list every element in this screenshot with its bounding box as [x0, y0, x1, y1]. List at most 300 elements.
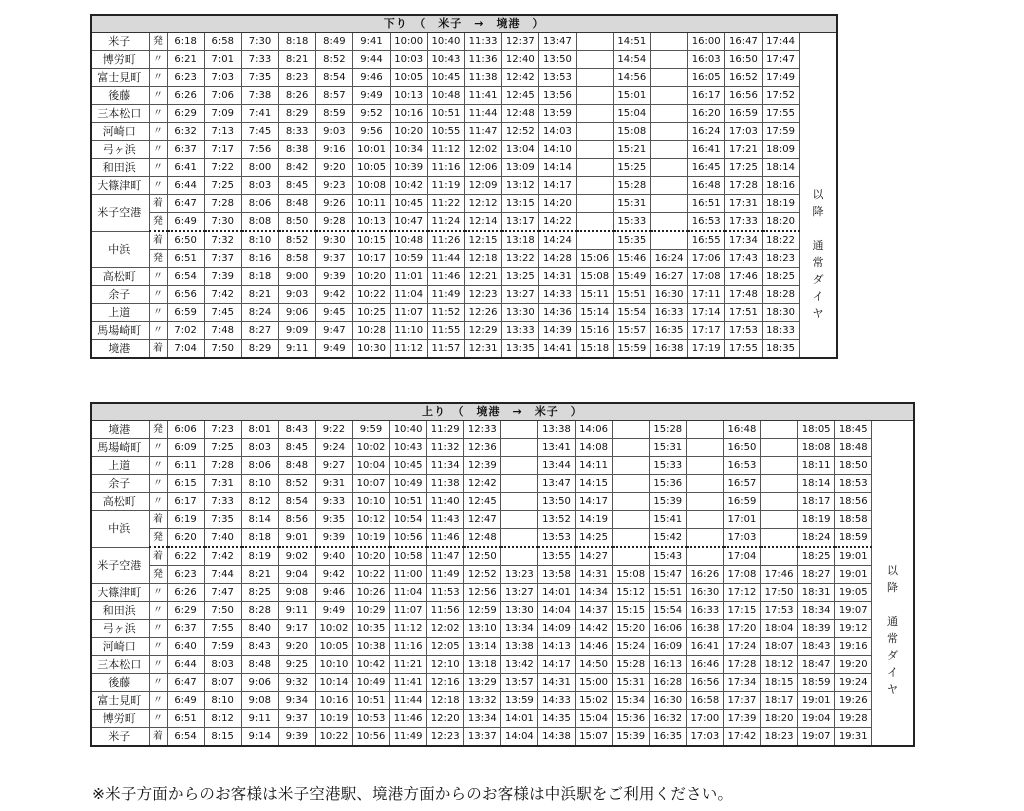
- time-cell: 18:45: [835, 421, 872, 439]
- timetable-row: [91, 51, 837, 69]
- time-cell: [576, 105, 613, 123]
- time-cell: 8:52: [278, 475, 315, 493]
- time-cell: 12:37: [502, 33, 539, 51]
- time-cell: 11:00: [390, 566, 427, 584]
- time-cell: 19:16: [835, 638, 872, 656]
- time-cell: 18:25: [798, 547, 835, 566]
- time-cell: 17:39: [723, 710, 760, 728]
- time-cell: 19:01: [835, 566, 872, 584]
- time-cell: 11:46: [427, 529, 464, 548]
- time-cell: 11:38: [427, 475, 464, 493]
- time-cell: 17:44: [762, 33, 799, 51]
- time-cell: 12:52: [502, 123, 539, 141]
- time-cell: 12:10: [427, 656, 464, 674]
- time-cell: 11:32: [427, 439, 464, 457]
- time-cell: 7:17: [204, 141, 241, 159]
- time-cell: 7:37: [204, 250, 241, 268]
- time-cell: 11:22: [427, 195, 464, 213]
- time-cell: 10:20: [390, 123, 427, 141]
- time-cell: [650, 51, 687, 69]
- time-cell: [686, 547, 723, 566]
- time-cell: 15:42: [649, 529, 686, 548]
- time-cell: 10:29: [352, 602, 389, 620]
- time-cell: 10:30: [353, 340, 390, 359]
- time-cell: 10:08: [353, 177, 390, 195]
- arrive-depart-mark: 〃: [149, 322, 167, 340]
- time-cell: 14:51: [613, 33, 650, 51]
- time-cell: 8:54: [278, 493, 315, 511]
- time-cell: 10:07: [352, 475, 389, 493]
- time-cell: 16:38: [686, 620, 723, 638]
- time-cell: 16:48: [688, 177, 725, 195]
- time-cell: 14:19: [575, 511, 612, 529]
- station-name: 米子空港: [91, 547, 149, 584]
- time-cell: 9:11: [279, 340, 316, 359]
- time-cell: 17:03: [725, 123, 762, 141]
- arrive-depart-mark: 発: [149, 421, 167, 439]
- timetable-row: [91, 529, 914, 548]
- time-cell: 16:35: [649, 728, 686, 747]
- time-cell: 17:34: [725, 231, 762, 250]
- time-cell: 12:31: [465, 340, 502, 359]
- time-cell: 8:29: [279, 105, 316, 123]
- time-cell: 16:06: [649, 620, 686, 638]
- time-cell: 8:01: [241, 421, 278, 439]
- time-cell: 12:02: [427, 620, 464, 638]
- time-cell: 11:46: [427, 268, 464, 286]
- time-cell: 9:47: [316, 322, 353, 340]
- time-cell: 8:10: [204, 692, 241, 710]
- time-cell: 10:19: [315, 710, 352, 728]
- time-cell: 10:28: [353, 322, 390, 340]
- time-cell: 6:54: [167, 268, 204, 286]
- time-cell: 14:50: [575, 656, 612, 674]
- time-cell: 8:57: [316, 87, 353, 105]
- time-cell: 12:47: [464, 511, 501, 529]
- time-cell: 16:51: [688, 195, 725, 213]
- time-cell: 12:39: [464, 457, 501, 475]
- time-cell: 9:25: [278, 656, 315, 674]
- time-cell: 12:45: [502, 87, 539, 105]
- time-cell: 14:17: [539, 177, 576, 195]
- time-cell: 11:38: [465, 69, 502, 87]
- station-name: 三本松口: [91, 656, 149, 674]
- time-cell: 18:23: [762, 250, 799, 268]
- arrive-depart-mark: 発: [149, 250, 167, 268]
- time-cell: 17:11: [688, 286, 725, 304]
- time-cell: 8:26: [279, 87, 316, 105]
- time-cell: 14:41: [539, 340, 576, 359]
- time-cell: 10:11: [353, 195, 390, 213]
- time-cell: 10:00: [390, 33, 427, 51]
- timetable-row: [91, 656, 914, 674]
- time-cell: 6:41: [167, 159, 204, 177]
- time-cell: 12:06: [465, 159, 502, 177]
- time-cell: 7:22: [204, 159, 241, 177]
- time-cell: 14:54: [613, 51, 650, 69]
- time-cell: 11:56: [427, 602, 464, 620]
- time-cell: 7:03: [204, 69, 241, 87]
- time-cell: 8:15: [204, 728, 241, 747]
- time-cell: [501, 547, 538, 566]
- time-cell: 16:50: [723, 439, 760, 457]
- time-cell: 9:45: [316, 304, 353, 322]
- down-timetable: [90, 14, 838, 359]
- timetable-row: [91, 566, 914, 584]
- time-cell: 9:00: [279, 268, 316, 286]
- time-cell: [650, 87, 687, 105]
- time-cell: 18:15: [761, 674, 798, 692]
- time-cell: 6:37: [167, 620, 204, 638]
- time-cell: 13:52: [538, 511, 575, 529]
- time-cell: 19:01: [798, 692, 835, 710]
- time-cell: 17:17: [688, 322, 725, 340]
- time-cell: 14:22: [539, 213, 576, 232]
- time-cell: [501, 475, 538, 493]
- footer-note: ※米子方面からのお客様は米子空港駅、境港方面からのお客様は中浜駅をご利用ください。: [92, 785, 734, 803]
- station-name: 博労町: [91, 710, 149, 728]
- time-cell: [650, 123, 687, 141]
- note-char: 通: [887, 614, 899, 628]
- time-cell: 15:08: [612, 566, 649, 584]
- arrive-depart-mark: 着: [149, 340, 167, 359]
- time-cell: 12:29: [465, 322, 502, 340]
- time-cell: 10:17: [353, 250, 390, 268]
- time-cell: 10:43: [427, 51, 464, 69]
- time-cell: 9:20: [316, 159, 353, 177]
- time-cell: 8:21: [241, 286, 278, 304]
- arrive-depart-mark: 〃: [149, 584, 167, 602]
- time-cell: 11:49: [427, 566, 464, 584]
- time-cell: 13:30: [501, 602, 538, 620]
- time-cell: 16:24: [650, 250, 687, 268]
- time-cell: 18:25: [762, 268, 799, 286]
- time-cell: 17:59: [762, 123, 799, 141]
- time-cell: 15:33: [649, 457, 686, 475]
- time-cell: 8:03: [204, 656, 241, 674]
- time-cell: 8:19: [241, 547, 278, 566]
- timetable-row: [91, 69, 837, 87]
- time-cell: 15:33: [613, 213, 650, 232]
- time-cell: 19:26: [835, 692, 872, 710]
- time-cell: 17:15: [723, 602, 760, 620]
- time-cell: 16:57: [723, 475, 760, 493]
- time-cell: 16:59: [725, 105, 762, 123]
- time-cell: 10:03: [390, 51, 427, 69]
- time-cell: 15:04: [613, 105, 650, 123]
- time-cell: 18:07: [761, 638, 798, 656]
- time-cell: 15:16: [576, 322, 613, 340]
- timetable-row: [91, 511, 914, 529]
- time-cell: 11:53: [427, 584, 464, 602]
- time-cell: 6:29: [167, 105, 204, 123]
- time-cell: 17:31: [725, 195, 762, 213]
- time-cell: 9:27: [315, 457, 352, 475]
- time-cell: 8:43: [278, 421, 315, 439]
- time-cell: 14:36: [539, 304, 576, 322]
- arrive-depart-mark: 着: [149, 195, 167, 213]
- time-cell: 12:50: [464, 547, 501, 566]
- time-cell: 15:46: [613, 250, 650, 268]
- time-cell: 13:09: [502, 159, 539, 177]
- time-cell: [576, 51, 613, 69]
- time-cell: 18:28: [762, 286, 799, 304]
- time-cell: 19:07: [798, 728, 835, 747]
- time-cell: 17:28: [723, 656, 760, 674]
- time-cell: 15:28: [612, 656, 649, 674]
- station-name: 後藤: [91, 87, 149, 105]
- time-cell: 8:24: [241, 304, 278, 322]
- time-cell: 7:41: [241, 105, 278, 123]
- time-cell: 13:22: [502, 250, 539, 268]
- time-cell: [612, 547, 649, 566]
- time-cell: 15:31: [649, 439, 686, 457]
- time-cell: 16:52: [725, 69, 762, 87]
- time-cell: 6:11: [167, 457, 204, 475]
- time-cell: 13:59: [539, 105, 576, 123]
- arrive-depart-mark: 〃: [149, 141, 167, 159]
- time-cell: 11:07: [390, 602, 427, 620]
- time-cell: 6:51: [167, 250, 204, 268]
- time-cell: [612, 475, 649, 493]
- time-cell: 6:09: [167, 439, 204, 457]
- time-cell: 13:57: [501, 674, 538, 692]
- time-cell: 14:28: [539, 250, 576, 268]
- timetable-row: [91, 728, 914, 747]
- time-cell: 9:20: [278, 638, 315, 656]
- time-cell: 7:23: [204, 421, 241, 439]
- station-name: 高松町: [91, 268, 149, 286]
- time-cell: 15:41: [649, 511, 686, 529]
- time-cell: [686, 439, 723, 457]
- time-cell: 18:19: [762, 195, 799, 213]
- time-cell: 13:47: [539, 33, 576, 51]
- time-cell: 9:56: [353, 123, 390, 141]
- time-cell: 15:59: [613, 340, 650, 359]
- time-cell: 8:12: [241, 493, 278, 511]
- time-cell: 15:34: [612, 692, 649, 710]
- station-name: 中浜: [91, 511, 149, 548]
- time-cell: 7:32: [204, 231, 241, 250]
- time-cell: 10:20: [353, 268, 390, 286]
- time-cell: 6:06: [167, 421, 204, 439]
- time-cell: 12:59: [464, 602, 501, 620]
- time-cell: 9:49: [353, 87, 390, 105]
- time-cell: 12:42: [502, 69, 539, 87]
- time-cell: 12:36: [464, 439, 501, 457]
- time-cell: 17:08: [723, 566, 760, 584]
- time-cell: 10:56: [390, 529, 427, 548]
- time-cell: 9:09: [279, 322, 316, 340]
- station-name: 博労町: [91, 51, 149, 69]
- time-cell: 7:30: [241, 33, 278, 51]
- time-cell: [576, 159, 613, 177]
- time-cell: 6:26: [167, 87, 204, 105]
- time-cell: 14:25: [575, 529, 612, 548]
- time-cell: 10:53: [352, 710, 389, 728]
- time-cell: 7:39: [204, 268, 241, 286]
- time-cell: 12:21: [465, 268, 502, 286]
- time-cell: 11:12: [390, 620, 427, 638]
- time-cell: 12:05: [427, 638, 464, 656]
- time-cell: 15:21: [613, 141, 650, 159]
- time-cell: 10:49: [352, 674, 389, 692]
- arrive-depart-mark: 〃: [149, 710, 167, 728]
- time-cell: 9:49: [315, 602, 352, 620]
- time-cell: [650, 69, 687, 87]
- time-cell: 16:17: [688, 87, 725, 105]
- time-cell: 10:04: [352, 457, 389, 475]
- arrive-depart-mark: 〃: [149, 286, 167, 304]
- time-cell: 10:26: [352, 584, 389, 602]
- time-cell: 15:12: [612, 584, 649, 602]
- note-char: イ: [812, 290, 824, 303]
- time-cell: 16:05: [688, 69, 725, 87]
- time-cell: 15:51: [613, 286, 650, 304]
- time-cell: 10:05: [353, 159, 390, 177]
- up-timetable-table: [90, 402, 915, 747]
- time-cell: 14:33: [538, 692, 575, 710]
- time-cell: 8:38: [279, 141, 316, 159]
- time-cell: 16:13: [649, 656, 686, 674]
- time-cell: 6:47: [167, 674, 204, 692]
- arrive-depart-mark: 〃: [149, 475, 167, 493]
- time-cell: 9:37: [278, 710, 315, 728]
- timetable-row: [91, 620, 914, 638]
- time-cell: 9:08: [278, 584, 315, 602]
- arrive-depart-mark: 〃: [149, 620, 167, 638]
- time-cell: 13:18: [502, 231, 539, 250]
- time-cell: 10:19: [352, 529, 389, 548]
- time-cell: 7:25: [204, 177, 241, 195]
- time-cell: 12:14: [465, 213, 502, 232]
- time-cell: 17:06: [688, 250, 725, 268]
- time-cell: [612, 493, 649, 511]
- time-cell: [761, 547, 798, 566]
- time-cell: 18:22: [762, 231, 799, 250]
- time-cell: 14:42: [575, 620, 612, 638]
- time-cell: 10:39: [390, 159, 427, 177]
- time-cell: 17:20: [723, 620, 760, 638]
- time-cell: 10:25: [353, 304, 390, 322]
- time-cell: 12:56: [464, 584, 501, 602]
- time-cell: 8:42: [279, 159, 316, 177]
- time-cell: 11:44: [427, 250, 464, 268]
- time-cell: 9:30: [316, 231, 353, 250]
- time-cell: 18:35: [762, 340, 799, 359]
- time-cell: 7:50: [204, 340, 241, 359]
- time-cell: 16:20: [688, 105, 725, 123]
- time-cell: 16:00: [688, 33, 725, 51]
- time-cell: 18:31: [798, 584, 835, 602]
- time-cell: 10:10: [315, 656, 352, 674]
- arrive-depart-mark: 発: [149, 529, 167, 548]
- time-cell: 6:59: [167, 304, 204, 322]
- time-cell: 16:56: [686, 674, 723, 692]
- time-cell: 12:09: [465, 177, 502, 195]
- station-name: 大篠津町: [91, 584, 149, 602]
- note-char: 以: [812, 188, 824, 201]
- time-cell: 7:28: [204, 195, 241, 213]
- time-cell: 16:30: [686, 584, 723, 602]
- time-cell: 13:50: [539, 51, 576, 69]
- time-cell: 17:42: [723, 728, 760, 747]
- note-char: ダ: [812, 273, 824, 286]
- time-cell: 14:24: [539, 231, 576, 250]
- time-cell: 15:57: [613, 322, 650, 340]
- timetable-row: [91, 141, 837, 159]
- time-cell: 6:47: [167, 195, 204, 213]
- time-cell: 14:38: [538, 728, 575, 747]
- time-cell: 14:13: [538, 638, 575, 656]
- time-cell: 14:20: [539, 195, 576, 213]
- time-cell: 8:29: [241, 340, 278, 359]
- time-cell: 17:47: [762, 51, 799, 69]
- time-cell: [650, 231, 687, 250]
- time-cell: 9:31: [315, 475, 352, 493]
- time-cell: 18:39: [798, 620, 835, 638]
- timetable-row: [91, 475, 914, 493]
- time-cell: 14:10: [539, 141, 576, 159]
- time-cell: 7:40: [204, 529, 241, 548]
- time-cell: 11:01: [390, 268, 427, 286]
- time-cell: 11:34: [427, 457, 464, 475]
- station-name: 境港: [91, 340, 149, 359]
- time-cell: 9:46: [353, 69, 390, 87]
- time-cell: 18:17: [761, 692, 798, 710]
- time-cell: 8:00: [241, 159, 278, 177]
- time-cell: 10:48: [390, 231, 427, 250]
- time-cell: 15:08: [576, 268, 613, 286]
- timetable-row: [91, 493, 914, 511]
- timetable-row: [91, 457, 914, 475]
- time-cell: 14:56: [613, 69, 650, 87]
- time-cell: 19:20: [835, 656, 872, 674]
- station-name: 米子空港: [91, 195, 149, 232]
- time-cell: 17:03: [723, 529, 760, 548]
- station-name: 馬場崎町: [91, 322, 149, 340]
- time-cell: 17:50: [761, 584, 798, 602]
- time-cell: [650, 141, 687, 159]
- time-cell: 14:31: [539, 268, 576, 286]
- time-cell: 11:04: [390, 286, 427, 304]
- time-cell: 13:38: [501, 638, 538, 656]
- time-cell: 9:32: [278, 674, 315, 692]
- time-cell: 12:48: [502, 105, 539, 123]
- time-cell: 10:13: [390, 87, 427, 105]
- time-cell: 8:18: [279, 33, 316, 51]
- time-cell: 13:38: [538, 421, 575, 439]
- time-cell: 12:52: [464, 566, 501, 584]
- station-name: 富士見町: [91, 69, 149, 87]
- station-name: 余子: [91, 286, 149, 304]
- time-cell: 8:52: [316, 51, 353, 69]
- time-cell: 18:53: [835, 475, 872, 493]
- time-cell: 8:06: [241, 457, 278, 475]
- arrive-depart-mark: 発: [149, 33, 167, 51]
- time-cell: [576, 87, 613, 105]
- time-cell: 8:56: [278, 511, 315, 529]
- time-cell: 12:23: [427, 728, 464, 747]
- time-cell: 11:49: [390, 728, 427, 747]
- time-cell: 7:35: [204, 511, 241, 529]
- time-cell: 11:55: [427, 322, 464, 340]
- time-cell: 8:33: [279, 123, 316, 141]
- time-cell: [576, 123, 613, 141]
- time-cell: 13:15: [502, 195, 539, 213]
- time-cell: 13:17: [502, 213, 539, 232]
- time-cell: 15:04: [575, 710, 612, 728]
